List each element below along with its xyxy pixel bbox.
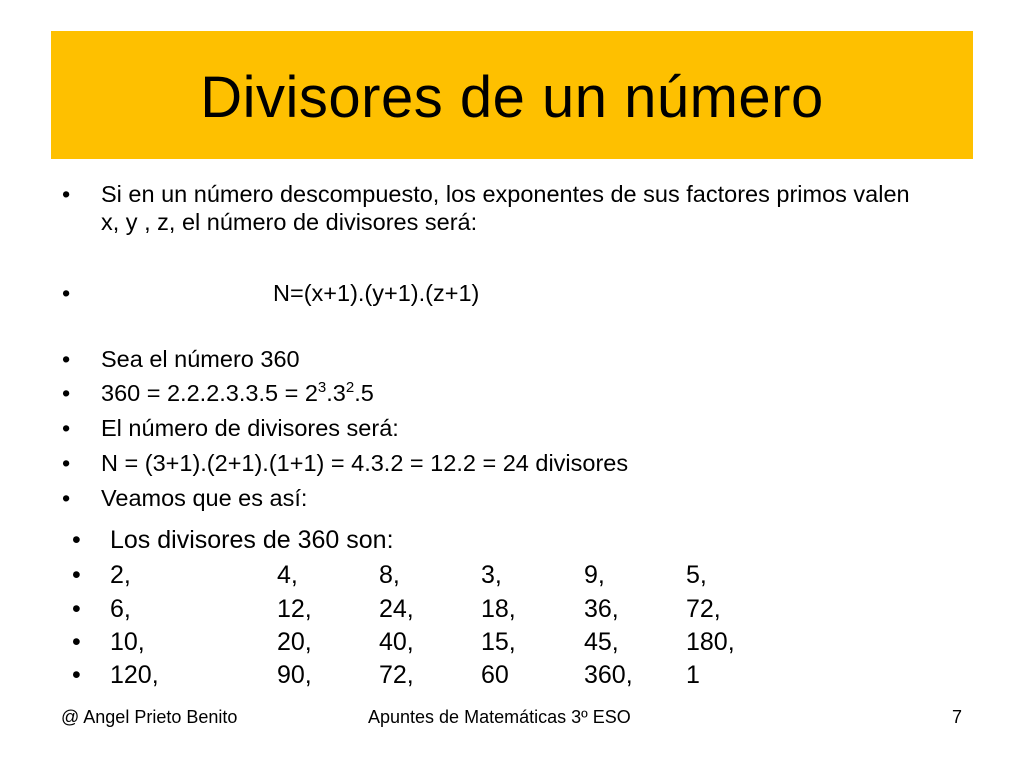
bullet-text: Veamos que es así: <box>101 485 308 511</box>
bullet-text: N = (3+1).(2+1).(1+1) = 4.3.2 = 12.2 = 24 divisores <box>101 450 629 476</box>
bullet-marker: • <box>72 526 81 554</box>
divisor-value: 4, <box>277 561 298 589</box>
divisor-value: 72, <box>379 661 414 689</box>
bullet-marker: • <box>62 380 71 406</box>
exponent: 3 <box>317 379 327 396</box>
bullet-marker: • <box>62 346 71 372</box>
bullet-text: Si en un número descompuesto, los exponentes de sus factores primos valen x, y , z, el número de divisores será: <box>101 181 910 235</box>
divisor-value: 90, <box>277 661 312 689</box>
divisor-value: 8, <box>379 561 400 589</box>
formula-text: N=(x+1).(y+1).(z+1) <box>273 280 480 306</box>
divisor-value: 60 <box>481 661 509 689</box>
divisor-value: 6, <box>110 595 131 623</box>
divisor-value: 10, <box>110 628 145 656</box>
divisor-value: 40, <box>379 628 414 656</box>
divisor-value: 2, <box>110 561 131 589</box>
factorization-base: 360 = 2.2.2.3.3.5 = 2 <box>101 380 318 406</box>
bullet-marker: • <box>62 181 71 207</box>
divisor-value: 12, <box>277 595 312 623</box>
exponent: 2 <box>345 379 355 396</box>
factorization-text <box>101 379 374 407</box>
divisor-value: 18, <box>481 595 516 623</box>
divisor-value: 72, <box>686 595 721 623</box>
divisor-value: 360, <box>584 661 633 689</box>
divisor-value: 1 <box>686 661 700 689</box>
bullet-marker: • <box>72 595 81 623</box>
bullet-marker: • <box>62 415 71 441</box>
bullet-marker: • <box>72 661 81 689</box>
slide-title: Divisores de un número <box>200 64 824 130</box>
divisor-value: 20, <box>277 628 312 656</box>
divisor-value: 45, <box>584 628 619 656</box>
divisor-value: 36, <box>584 595 619 623</box>
bullet-text: El número de divisores será: <box>101 415 399 441</box>
divisor-value: 9, <box>584 561 605 589</box>
footer-author: @ Angel Prieto Benito <box>61 707 238 727</box>
bullet-marker: • <box>62 485 71 511</box>
footer-course: Apuntes de Matemáticas 3º ESO <box>368 707 631 727</box>
factorization-mid: .3 <box>326 380 346 406</box>
factorization-end: .5 <box>354 380 374 406</box>
page-number: 7 <box>952 707 963 727</box>
divisor-value: 3, <box>481 561 502 589</box>
divisor-value: 5, <box>686 561 707 589</box>
bullet-text: Sea el número 360 <box>101 346 300 372</box>
bullet-marker: • <box>72 628 81 656</box>
bullet-marker: • <box>62 280 71 306</box>
divisor-value: 15, <box>481 628 516 656</box>
divisor-value: 24, <box>379 595 414 623</box>
divisor-value: 180, <box>686 628 735 656</box>
divisor-value: 120, <box>110 661 159 689</box>
bullet-marker: • <box>72 561 81 589</box>
divisors-heading-text: Los divisores de 360 son: <box>110 526 394 554</box>
bullet-marker: • <box>62 450 71 476</box>
